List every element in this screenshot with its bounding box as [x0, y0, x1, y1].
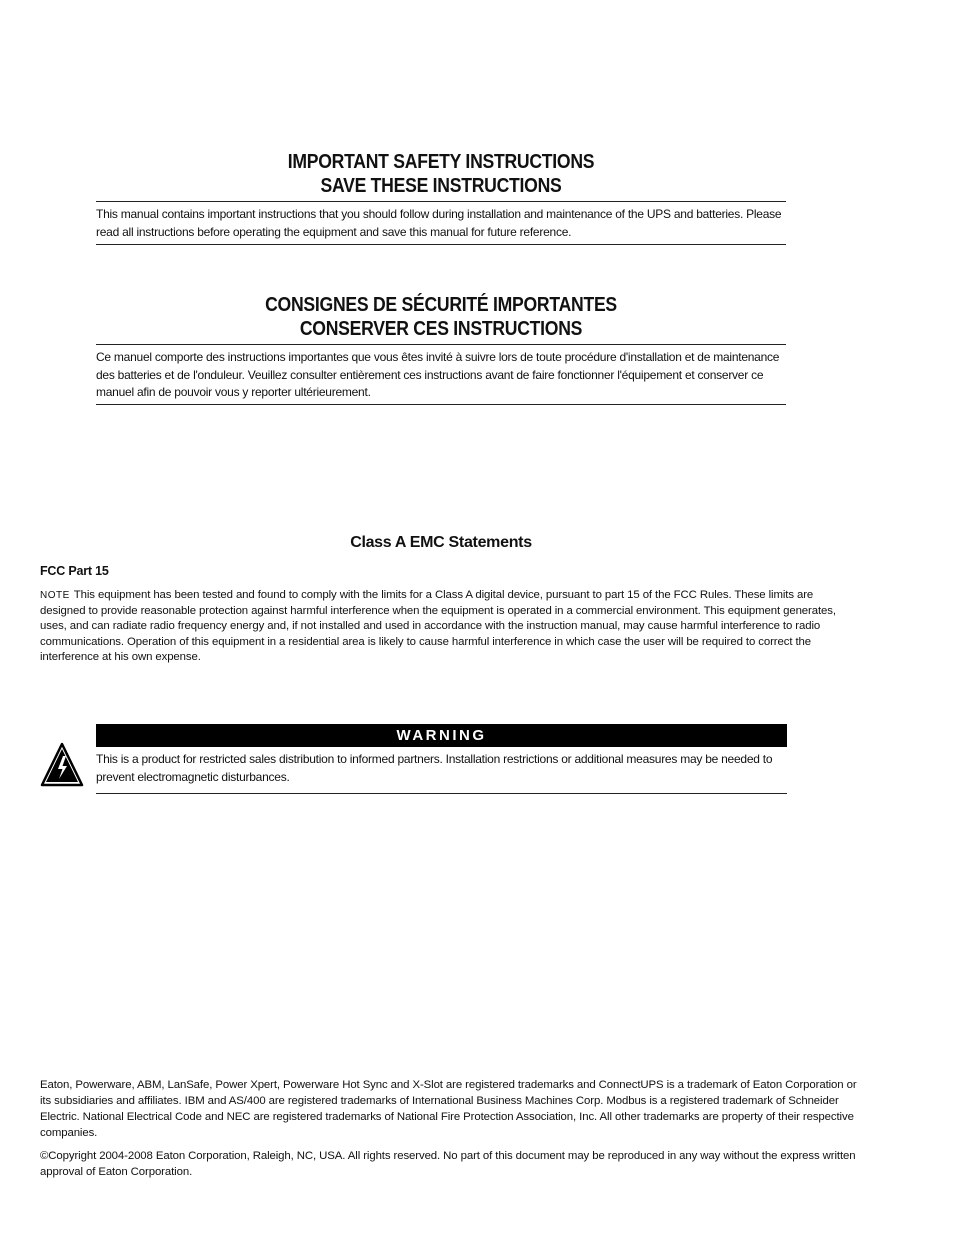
emc-heading: Class A EMC Statements	[350, 534, 532, 551]
safety-title-fr-line1: CONSIGNES DE SÉCURITÉ IMPORTANTES	[265, 294, 617, 316]
fcc-note	[40, 588, 858, 666]
safety-title-en-line2: SAVE THESE INSTRUCTIONS	[320, 175, 562, 197]
safety-title-fr	[137, 293, 744, 341]
safety-title-en	[137, 150, 744, 198]
note-label: NOTE	[40, 590, 70, 601]
safety-box-en	[96, 201, 786, 245]
safety-box-fr	[96, 344, 786, 405]
fcc-subheading: FCC Part 15	[40, 564, 109, 578]
safety-body-en: This manual contains important instructions that you should follow during installation and maintenance of the UPS and batteries. Please read all instructions before operating the equipment and save this manual for future reference.	[96, 207, 782, 239]
note-text: This equipment has been tested and found to comply with the limits for a Class A digital device, pursuant to part 15 of the FCC Rules. These limits are designed to provide reasonable protection against harmful interference when the equipment is operated in a commercial environment. This equipment generates, uses, and can radiate radio frequency energy and, if not installed and used in accordance with the instruction manual, may cause harmful interference to radio communications. Operation of this equipment in a residential area is likely to cause harmful interference in which case the user will be required to correct the interference at his own expense.	[40, 589, 836, 664]
safety-title-fr-line2: CONSERVER CES INSTRUCTIONS	[299, 318, 583, 340]
footer-copyright: ©Copyright 2004-2008 Eaton Corporation, Raleigh, NC, USA. All rights reserved. No part of this document may be reproduced in any way without the express written approval of Eaton Corporation.	[40, 1150, 856, 1178]
warning-banner: WARNING	[96, 724, 787, 747]
safety-body-fr: Ce manuel comporte des instructions importantes que vous êtes invité à suivre lors de toute procédure d'installation et de maintenance des batteries et de l'onduleur. Veuillez consulter entièrement ces instructions avant de faire fonctionner l'équipement et conserver ce manuel afin de pouvoir vous y reporter ultérieurement.	[96, 350, 780, 399]
electrical-hazard-icon	[40, 742, 84, 788]
footer	[40, 1077, 858, 1180]
safety-title-en-line1: IMPORTANT SAFETY INSTRUCTIONS	[287, 151, 595, 173]
warning-text: This is a product for restricted sales distribution to informed partners. Installation restrictions or additional measures may be needed to prevent electromagnetic disturbances.	[96, 750, 787, 794]
footer-trademarks: Eaton, Powerware, ABM, LanSafe, Power Xpert, Powerware Hot Sync and X-Slot are registered trademarks and ConnectUPS is a trademark of Eaton Corporation or its subsidiaries and affiliates. IBM and AS/400 are registered trademarks of International Business Machines Corp. Modbus is a registered trademark of Schneider Electric. National Electrical Code and NEC are registered trademarks of National Fire Protection Association, Inc. All other trademarks are property of their respective companies.	[40, 1079, 857, 1139]
